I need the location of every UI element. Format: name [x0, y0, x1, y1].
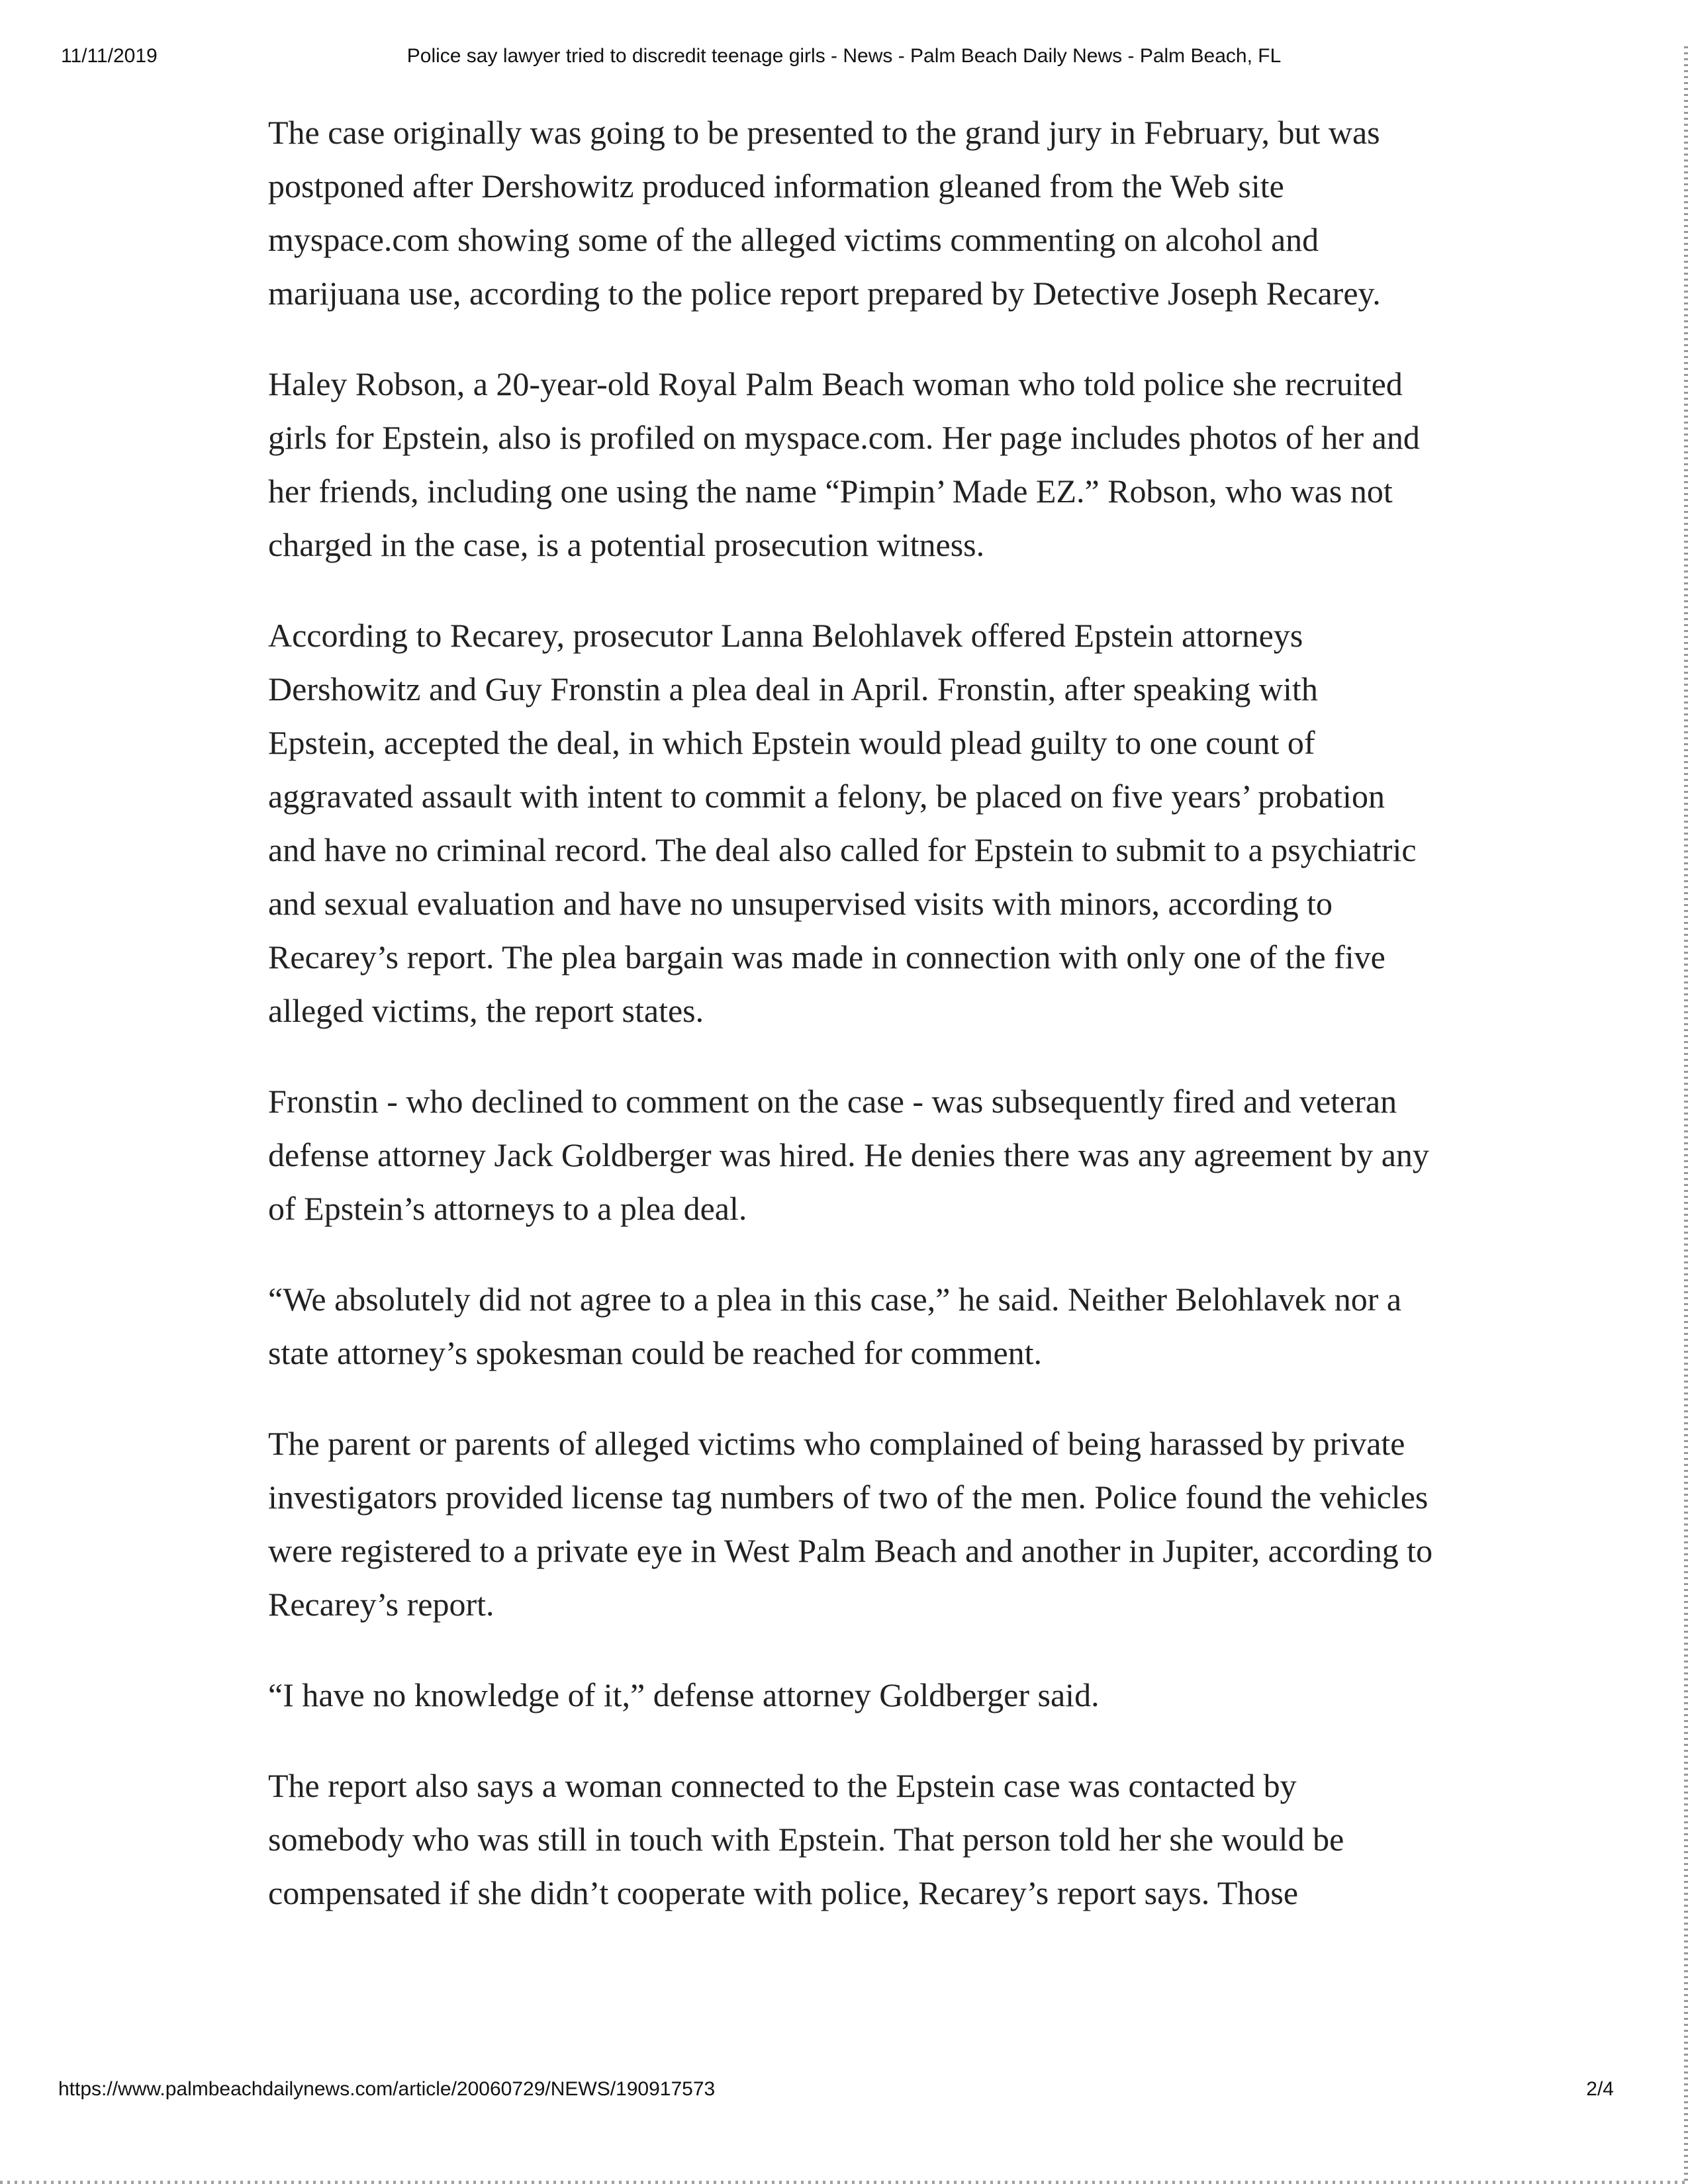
article-paragraph: The parent or parents of alleged victims who complained of being harassed by private investigators provided license tag numbers of two of the men. Police found the vehicles were registered to a private eye in West Palm Beach and another in Jupiter, according to Recarey’s report.: [268, 1425, 1433, 1623]
scan-edge-right: [1684, 46, 1688, 2184]
print-footer: [0, 2078, 1688, 2111]
print-date: 11/11/2019: [61, 45, 158, 67]
print-header: [0, 40, 1688, 79]
article-paragraph: Fronstin - who declined to comment on the case - was subsequently fired and veteran defense attorney Jack Goldberger was hired. He denies there was any agreement by any of Epstein’s attorneys to a plea deal.: [268, 1083, 1429, 1227]
source-url: https://www.palmbeachdailynews.com/article/20060729/NEWS/190917573: [58, 2078, 716, 2100]
article-paragraph: “I have no knowledge of it,” defense attorney Goldberger said.: [268, 1676, 1100, 1713]
article-paragraph: The case originally was going to be presented to the grand jury in February, but was postponed after Dershowitz produced information gleaned from the Web site myspace.com showing some of the alleged victims commenting on alcohol and marijuana use, according to the police report prepared by Detective Joseph Recarey.: [268, 114, 1381, 312]
scan-edge-bottom: [0, 2181, 1688, 2184]
page-title: Police say lawyer tried to discredit teenage girls - News - Palm Beach Daily News - Palm Beach, FL: [406, 45, 1282, 67]
article-paragraph: “We absolutely did not agree to a plea in this case,” he said. Neither Belohlavek nor a state attorney’s spokesman could be reached for comment.: [268, 1281, 1402, 1371]
article-paragraph: Haley Robson, a 20-year-old Royal Palm Beach woman who told police she recruited girls for Epstein, also is profiled on myspace.com. Her page includes photos of her and her friends, including one using the name “Pimpin’ Made EZ.” Robson, who was not charged in the case, is a potential prosecution witness.: [268, 365, 1420, 563]
article-paragraph: The report also says a woman connected to the Epstein case was contacted by somebody who was still in touch with Epstein. That person told her she would be compensated if she didn’t cooperate with police, Recarey’s report says. Those: [268, 1767, 1344, 1911]
page-number: 2/4: [1586, 2078, 1614, 2100]
article-paragraph: According to Recarey, prosecutor Lanna Belohlavek offered Epstein attorneys Dershowitz and Guy Fronstin a plea deal in April. Fronstin, after speaking with Epstein, accepted the deal, in which Epstein would plead guilty to one count of aggravated assault with intent to commit a felony, be placed on five years’ probation and have no criminal record. The deal also called for Epstein to submit to a psychiatric and sexual evaluation and have no unsupervised visits with minors, according to Recarey’s report. The plea bargain was made in connection with only one of the five alleged victims, the report states.: [268, 617, 1417, 1029]
article-body: [268, 106, 1433, 1957]
